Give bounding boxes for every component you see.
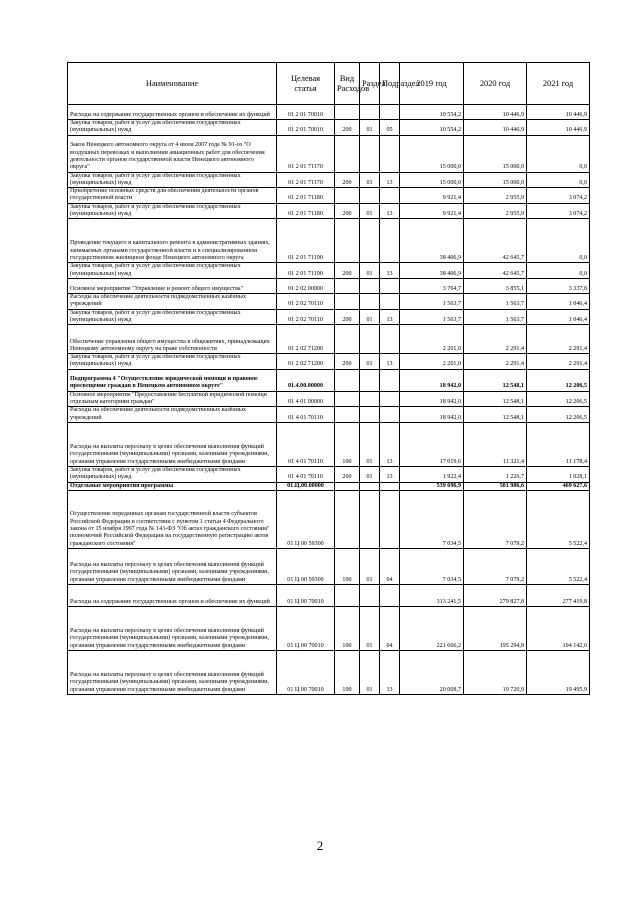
- row-2021-cell: 0,0: [527, 219, 590, 263]
- row-target-cell: 01 2 01 70010: [277, 105, 335, 120]
- row-type-cell: [335, 219, 360, 263]
- row-2021-cell: 0,0: [527, 135, 590, 172]
- row-section-cell: 01: [360, 354, 380, 370]
- row-2020-cell: 1 563,7: [464, 293, 527, 309]
- row-2021-cell: 3 074,2: [527, 203, 590, 219]
- row-2020-cell: 42 645,7: [464, 219, 527, 263]
- row-target-cell: 01.4.00.00000: [277, 369, 335, 391]
- table-row: [68, 263, 590, 279]
- row-2019-cell: 18 942,0: [400, 391, 464, 407]
- row-2019-cell: 9 921,4: [400, 203, 464, 219]
- row-section-cell: 01: [360, 422, 380, 466]
- row-name-cell: Закупка товаров, работ и услуг для обеспечения государственных (муниципальных) нужд: [68, 354, 277, 370]
- row-2019-cell: 18 942,0: [400, 369, 464, 391]
- row-type-cell: [335, 490, 360, 548]
- row-target-cell: 01 Ц 00 70010: [277, 606, 335, 650]
- row-subsection-cell: [380, 278, 400, 293]
- table-row: [68, 606, 590, 650]
- row-2019-cell: 15 000,0: [400, 135, 464, 172]
- row-subsection-cell: [380, 369, 400, 391]
- col-header-name: Наименование: [68, 63, 277, 105]
- row-2019-cell: 17 019,6: [400, 422, 464, 466]
- row-name-cell: Расходы на содержание государственных органов и обеспечение их функций: [68, 584, 277, 606]
- row-section-cell: 01: [360, 606, 380, 650]
- col-header-2020: 2020 год: [464, 63, 527, 105]
- table-row: [68, 482, 590, 490]
- row-name-cell: Закупка товаров, работ и услуг для обеспечения государственных (муниципальных) нужд: [68, 466, 277, 482]
- row-2019-cell: 7 034,5: [400, 490, 464, 548]
- row-2019-cell: 7 034,5: [400, 548, 464, 584]
- row-name-cell: Закупка товаров, работ и услуг для обеспечения государственных (муниципальных) нужд: [68, 309, 277, 325]
- row-2021-cell: 10 446,9: [527, 120, 590, 136]
- row-2020-cell: 15 000,0: [464, 135, 527, 172]
- row-2021-cell: 10 446,9: [527, 105, 590, 120]
- table-row: [68, 309, 590, 325]
- col-header-target: Целевая статья: [277, 63, 335, 105]
- row-subsection-cell: 13: [380, 263, 400, 279]
- col-header-2021: 2021 год: [527, 63, 590, 105]
- row-type-cell: [335, 325, 360, 354]
- row-2020-cell: 12 548,1: [464, 391, 527, 407]
- row-subsection-cell: [380, 105, 400, 120]
- row-2019-cell: 3 764,7: [400, 278, 464, 293]
- row-subsection-cell: 04: [380, 548, 400, 584]
- table-row: [68, 293, 590, 309]
- row-type-cell: 200: [335, 263, 360, 279]
- row-section-cell: [360, 105, 380, 120]
- row-2020-cell: 195 294,8: [464, 606, 527, 650]
- row-name-cell: Закупка товаров, работ и услуг для обеспечения государственных (муниципальных) нужд: [68, 203, 277, 219]
- table-row: [68, 407, 590, 423]
- row-name-cell: Расходы на выплаты персоналу в целях обеспечения выполнения функций государственными (муниципальными) органами, казенными учреждениями, органами управления государственными внебюджетными фондами: [68, 650, 277, 694]
- table-body: [68, 105, 590, 695]
- row-name-cell: Осуществление переданных органам государственной власти субъектов Российской Федерации в соответствии с пунктом 1 статьи 4 Федерального закона от 15 ноября 1997 года № 143-ФЗ "Об актах гражданского состояния" полномочий Российской Федерации на государственную регистрацию актов гражданского состояния": [68, 490, 277, 548]
- row-2020-cell: 1 563,7: [464, 309, 527, 325]
- row-name-cell: Основное мероприятие "Управление и ремонт общего имущества": [68, 278, 277, 293]
- row-target-cell: 01 2 01 71180: [277, 188, 335, 204]
- row-name-cell: Закупка товаров, работ и услуг для обеспечения государственных (муниципальных) нужд: [68, 120, 277, 136]
- row-2021-cell: 1 046,4: [527, 293, 590, 309]
- row-section-cell: 01: [360, 309, 380, 325]
- row-2020-cell: 2 291,4: [464, 354, 527, 370]
- table-row: [68, 219, 590, 263]
- row-2020-cell: 42 645,7: [464, 263, 527, 279]
- row-name-cell: Основное мероприятие "Предоставление бесплатной юридической помощи отдельным категориям граждан": [68, 391, 277, 407]
- row-type-cell: [335, 391, 360, 407]
- row-2020-cell: 2 955,9: [464, 203, 527, 219]
- table-row: [68, 105, 590, 120]
- table-row: [68, 325, 590, 354]
- row-subsection-cell: [380, 482, 400, 490]
- row-name-cell: Подпрограмма 4 "Осуществление юридической помощи и правовое просвещение граждан в Ненецком автономном округе": [68, 369, 277, 391]
- row-type-cell: 200: [335, 309, 360, 325]
- row-name-cell: Расходы на выплаты персоналу в целях обеспечения выполнения функций государственными (муниципальными) органами, казенными учреждениями, органами управления государственными внебюджетными фондами: [68, 548, 277, 584]
- row-2019-cell: 313 241,5: [400, 584, 464, 606]
- row-type-cell: [335, 369, 360, 391]
- row-2020-cell: 10 446,9: [464, 105, 527, 120]
- row-2019-cell: 1 922,4: [400, 466, 464, 482]
- row-subsection-cell: [380, 219, 400, 263]
- row-section-cell: [360, 188, 380, 204]
- row-target-cell: 01 2 01 71170: [277, 135, 335, 172]
- row-2020-cell: 1 226,7: [464, 466, 527, 482]
- row-2019-cell: 10 554,2: [400, 120, 464, 136]
- row-target-cell: 01 2 02 71200: [277, 325, 335, 354]
- row-2021-cell: 194 142,0: [527, 606, 590, 650]
- row-2020-cell: 501 986,6: [464, 482, 527, 490]
- row-section-cell: [360, 482, 380, 490]
- row-section-cell: [360, 369, 380, 391]
- row-type-cell: 200: [335, 172, 360, 188]
- row-type-cell: 200: [335, 120, 360, 136]
- table-header-row: [68, 63, 590, 105]
- row-type-cell: [335, 105, 360, 120]
- row-section-cell: [360, 391, 380, 407]
- row-2020-cell: 12 548,1: [464, 369, 527, 391]
- row-2019-cell: 18 942,0: [400, 407, 464, 423]
- row-name-cell: Расходы на выплаты персоналу в целях обеспечения выполнения функций государственными (муниципальными) органами, казенными учреждениями, органами управления государственными внебюджетными фондами: [68, 606, 277, 650]
- row-target-cell: 01 2 01 71170: [277, 172, 335, 188]
- row-type-cell: 100: [335, 422, 360, 466]
- row-name-cell: Обеспечение управления общего имущества в общежитиях, принадлежащих Ненецкому автономному округу на праве собственности: [68, 325, 277, 354]
- row-2020-cell: 10 446,9: [464, 120, 527, 136]
- row-2019-cell: 9 921,4: [400, 188, 464, 204]
- row-section-cell: 01: [360, 650, 380, 694]
- row-section-cell: [360, 278, 380, 293]
- row-2021-cell: 3 074,2: [527, 188, 590, 204]
- row-2021-cell: 19 495,9: [527, 650, 590, 694]
- row-subsection-cell: 13: [380, 309, 400, 325]
- row-subsection-cell: [380, 188, 400, 204]
- row-subsection-cell: 13: [380, 354, 400, 370]
- row-2021-cell: 2 291,4: [527, 354, 590, 370]
- table-row: [68, 135, 590, 172]
- row-target-cell: 01 2 01 71180: [277, 203, 335, 219]
- table-row: [68, 203, 590, 219]
- row-2020-cell: 7 079,2: [464, 490, 527, 548]
- table-row: [68, 354, 590, 370]
- row-2019-cell: 38 406,9: [400, 219, 464, 263]
- row-name-cell: Расходы на содержание государственных органов и обеспечение их функций: [68, 105, 277, 120]
- row-2021-cell: 469 627,6: [527, 482, 590, 490]
- row-section-cell: [360, 219, 380, 263]
- row-type-cell: 200: [335, 203, 360, 219]
- table-row: [68, 490, 590, 548]
- row-target-cell: 01 4 01 70110: [277, 422, 335, 466]
- row-target-cell: 01 2 02 00000: [277, 278, 335, 293]
- row-subsection-cell: 05: [380, 120, 400, 136]
- row-subsection-cell: 13: [380, 650, 400, 694]
- row-2019-cell: 20 008,7: [400, 650, 464, 694]
- row-2020-cell: 15 000,0: [464, 172, 527, 188]
- row-2021-cell: 12 206,5: [527, 391, 590, 407]
- row-2020-cell: 19 720,9: [464, 650, 527, 694]
- row-target-cell: 01 2 01 71190: [277, 219, 335, 263]
- row-section-cell: [360, 584, 380, 606]
- row-2019-cell: 221 666,2: [400, 606, 464, 650]
- row-type-cell: [335, 188, 360, 204]
- row-2021-cell: 11 178,4: [527, 422, 590, 466]
- table-row: [68, 650, 590, 694]
- row-section-cell: 01: [360, 548, 380, 584]
- row-2021-cell: 0,0: [527, 263, 590, 279]
- row-2021-cell: 1 028,1: [527, 466, 590, 482]
- row-type-cell: [335, 278, 360, 293]
- row-name-cell: Проведение текущего и капитального ремонта в административных зданиях, занимаемых органами государственной власти и в специализированном государственном жилищном фонде Ненецкого автономного округа: [68, 219, 277, 263]
- row-target-cell: 01 4 01 00000: [277, 391, 335, 407]
- row-2021-cell: 2 291,4: [527, 325, 590, 354]
- row-2019-cell: 10 554,2: [400, 105, 464, 120]
- row-target-cell: 01 Ц 00 70010: [277, 650, 335, 694]
- row-subsection-cell: 13: [380, 466, 400, 482]
- row-target-cell: 01 Ц 00 70010: [277, 584, 335, 606]
- row-type-cell: [335, 293, 360, 309]
- row-section-cell: [360, 293, 380, 309]
- table-row: [68, 466, 590, 482]
- row-name-cell: Расходы на выплаты персоналу в целях обеспечения выполнения функций государственными (муниципальными) органами, казенными учреждениями, органами управления государственными внебюджетными фондами: [68, 422, 277, 466]
- row-2020-cell: 12 548,1: [464, 407, 527, 423]
- row-type-cell: 100: [335, 606, 360, 650]
- table-row: [68, 369, 590, 391]
- row-2019-cell: 38 406,9: [400, 263, 464, 279]
- row-target-cell: 01 Ц 00 59300: [277, 490, 335, 548]
- row-2021-cell: 12 206,5: [527, 369, 590, 391]
- row-target-cell: 01 4 01 70110: [277, 466, 335, 482]
- row-section-cell: 01: [360, 203, 380, 219]
- row-2020-cell: 2 955,9: [464, 188, 527, 204]
- table-row: [68, 548, 590, 584]
- row-2021-cell: 3 337,8: [527, 278, 590, 293]
- row-2020-cell: 11 321,4: [464, 422, 527, 466]
- row-name-cell: Закон Ненецкого автономного округа от 4 июля 2007 года № 91-оз "О воздушных перевозках и выполнении авиационных работ для обеспечения деятельности органов государственной власти Ненецкого автономного округа": [68, 135, 277, 172]
- row-section-cell: 01: [360, 120, 380, 136]
- row-name-cell: Расходы на обеспечение деятельности подведомственных казённых учреждений: [68, 407, 277, 423]
- table-row: [68, 120, 590, 136]
- row-type-cell: 200: [335, 354, 360, 370]
- row-type-cell: [335, 407, 360, 423]
- row-subsection-cell: [380, 490, 400, 548]
- row-subsection-cell: [380, 325, 400, 354]
- row-2020-cell: 3 855,1: [464, 278, 527, 293]
- row-section-cell: [360, 325, 380, 354]
- row-target-cell: 01 Ц 00 59300: [277, 548, 335, 584]
- row-2021-cell: 5 522,4: [527, 490, 590, 548]
- row-section-cell: [360, 490, 380, 548]
- row-2019-cell: 539 696,9: [400, 482, 464, 490]
- row-2019-cell: 2 201,0: [400, 325, 464, 354]
- row-type-cell: [335, 135, 360, 172]
- table-row: [68, 391, 590, 407]
- table-row: [68, 172, 590, 188]
- col-header-section: Раздел: [360, 63, 380, 105]
- row-type-cell: 100: [335, 650, 360, 694]
- row-2021-cell: 1 046,4: [527, 309, 590, 325]
- page-number: 2: [316, 838, 324, 853]
- row-name-cell: Закупка товаров, работ и услуг для обеспечения государственных (муниципальных) нужд: [68, 263, 277, 279]
- row-name-cell: Расходы на обеспечение деятельности подведомственных казённых учреждений: [68, 293, 277, 309]
- row-section-cell: [360, 407, 380, 423]
- table-row: [68, 584, 590, 606]
- row-name-cell: Отдельные мероприятия программы: [68, 482, 277, 490]
- row-subsection-cell: [380, 584, 400, 606]
- row-2020-cell: 279 827,8: [464, 584, 527, 606]
- row-2019-cell: 1 563,7: [400, 309, 464, 325]
- row-target-cell: 01 4 01 70110: [277, 407, 335, 423]
- row-target-cell: 01 2 01 70010: [277, 120, 335, 136]
- budget-table: [67, 62, 590, 695]
- row-subsection-cell: 04: [380, 606, 400, 650]
- row-2021-cell: 277 419,8: [527, 584, 590, 606]
- row-section-cell: 01: [360, 172, 380, 188]
- row-subsection-cell: 13: [380, 422, 400, 466]
- row-subsection-cell: [380, 407, 400, 423]
- row-target-cell: 01 2 02 70110: [277, 293, 335, 309]
- table-row: [68, 422, 590, 466]
- row-type-cell: 100: [335, 548, 360, 584]
- row-subsection-cell: [380, 135, 400, 172]
- row-2019-cell: 15 000,0: [400, 172, 464, 188]
- table-row: [68, 188, 590, 204]
- row-2021-cell: 12 206,5: [527, 407, 590, 423]
- row-section-cell: [360, 135, 380, 172]
- row-target-cell: 01 2 02 71200: [277, 354, 335, 370]
- row-2019-cell: 2 201,0: [400, 354, 464, 370]
- row-target-cell: 01 2 02 70110: [277, 309, 335, 325]
- row-2020-cell: 7 079,2: [464, 548, 527, 584]
- table-row: [68, 278, 590, 293]
- row-name-cell: Приобретение основных средств для обеспечения деятельности органов государственной власти: [68, 188, 277, 204]
- row-subsection-cell: 13: [380, 172, 400, 188]
- row-name-cell: Закупка товаров, работ и услуг для обеспечения государственных (муниципальных) нужд: [68, 172, 277, 188]
- col-header-type: Вид Расходов: [335, 63, 360, 105]
- col-header-subsection: Подраздел: [380, 63, 400, 105]
- row-2019-cell: 1 563,7: [400, 293, 464, 309]
- row-2021-cell: 0,0: [527, 172, 590, 188]
- row-subsection-cell: [380, 293, 400, 309]
- row-section-cell: 01: [360, 263, 380, 279]
- row-type-cell: [335, 584, 360, 606]
- row-target-cell: 01.Ц.00.00000: [277, 482, 335, 490]
- row-subsection-cell: [380, 391, 400, 407]
- row-type-cell: 200: [335, 466, 360, 482]
- row-type-cell: [335, 482, 360, 490]
- col-header-2019: 2019 год: [400, 63, 464, 105]
- row-target-cell: 01 2 01 71190: [277, 263, 335, 279]
- row-2020-cell: 2 291,4: [464, 325, 527, 354]
- row-2021-cell: 5 522,4: [527, 548, 590, 584]
- row-subsection-cell: 13: [380, 203, 400, 219]
- row-section-cell: 01: [360, 466, 380, 482]
